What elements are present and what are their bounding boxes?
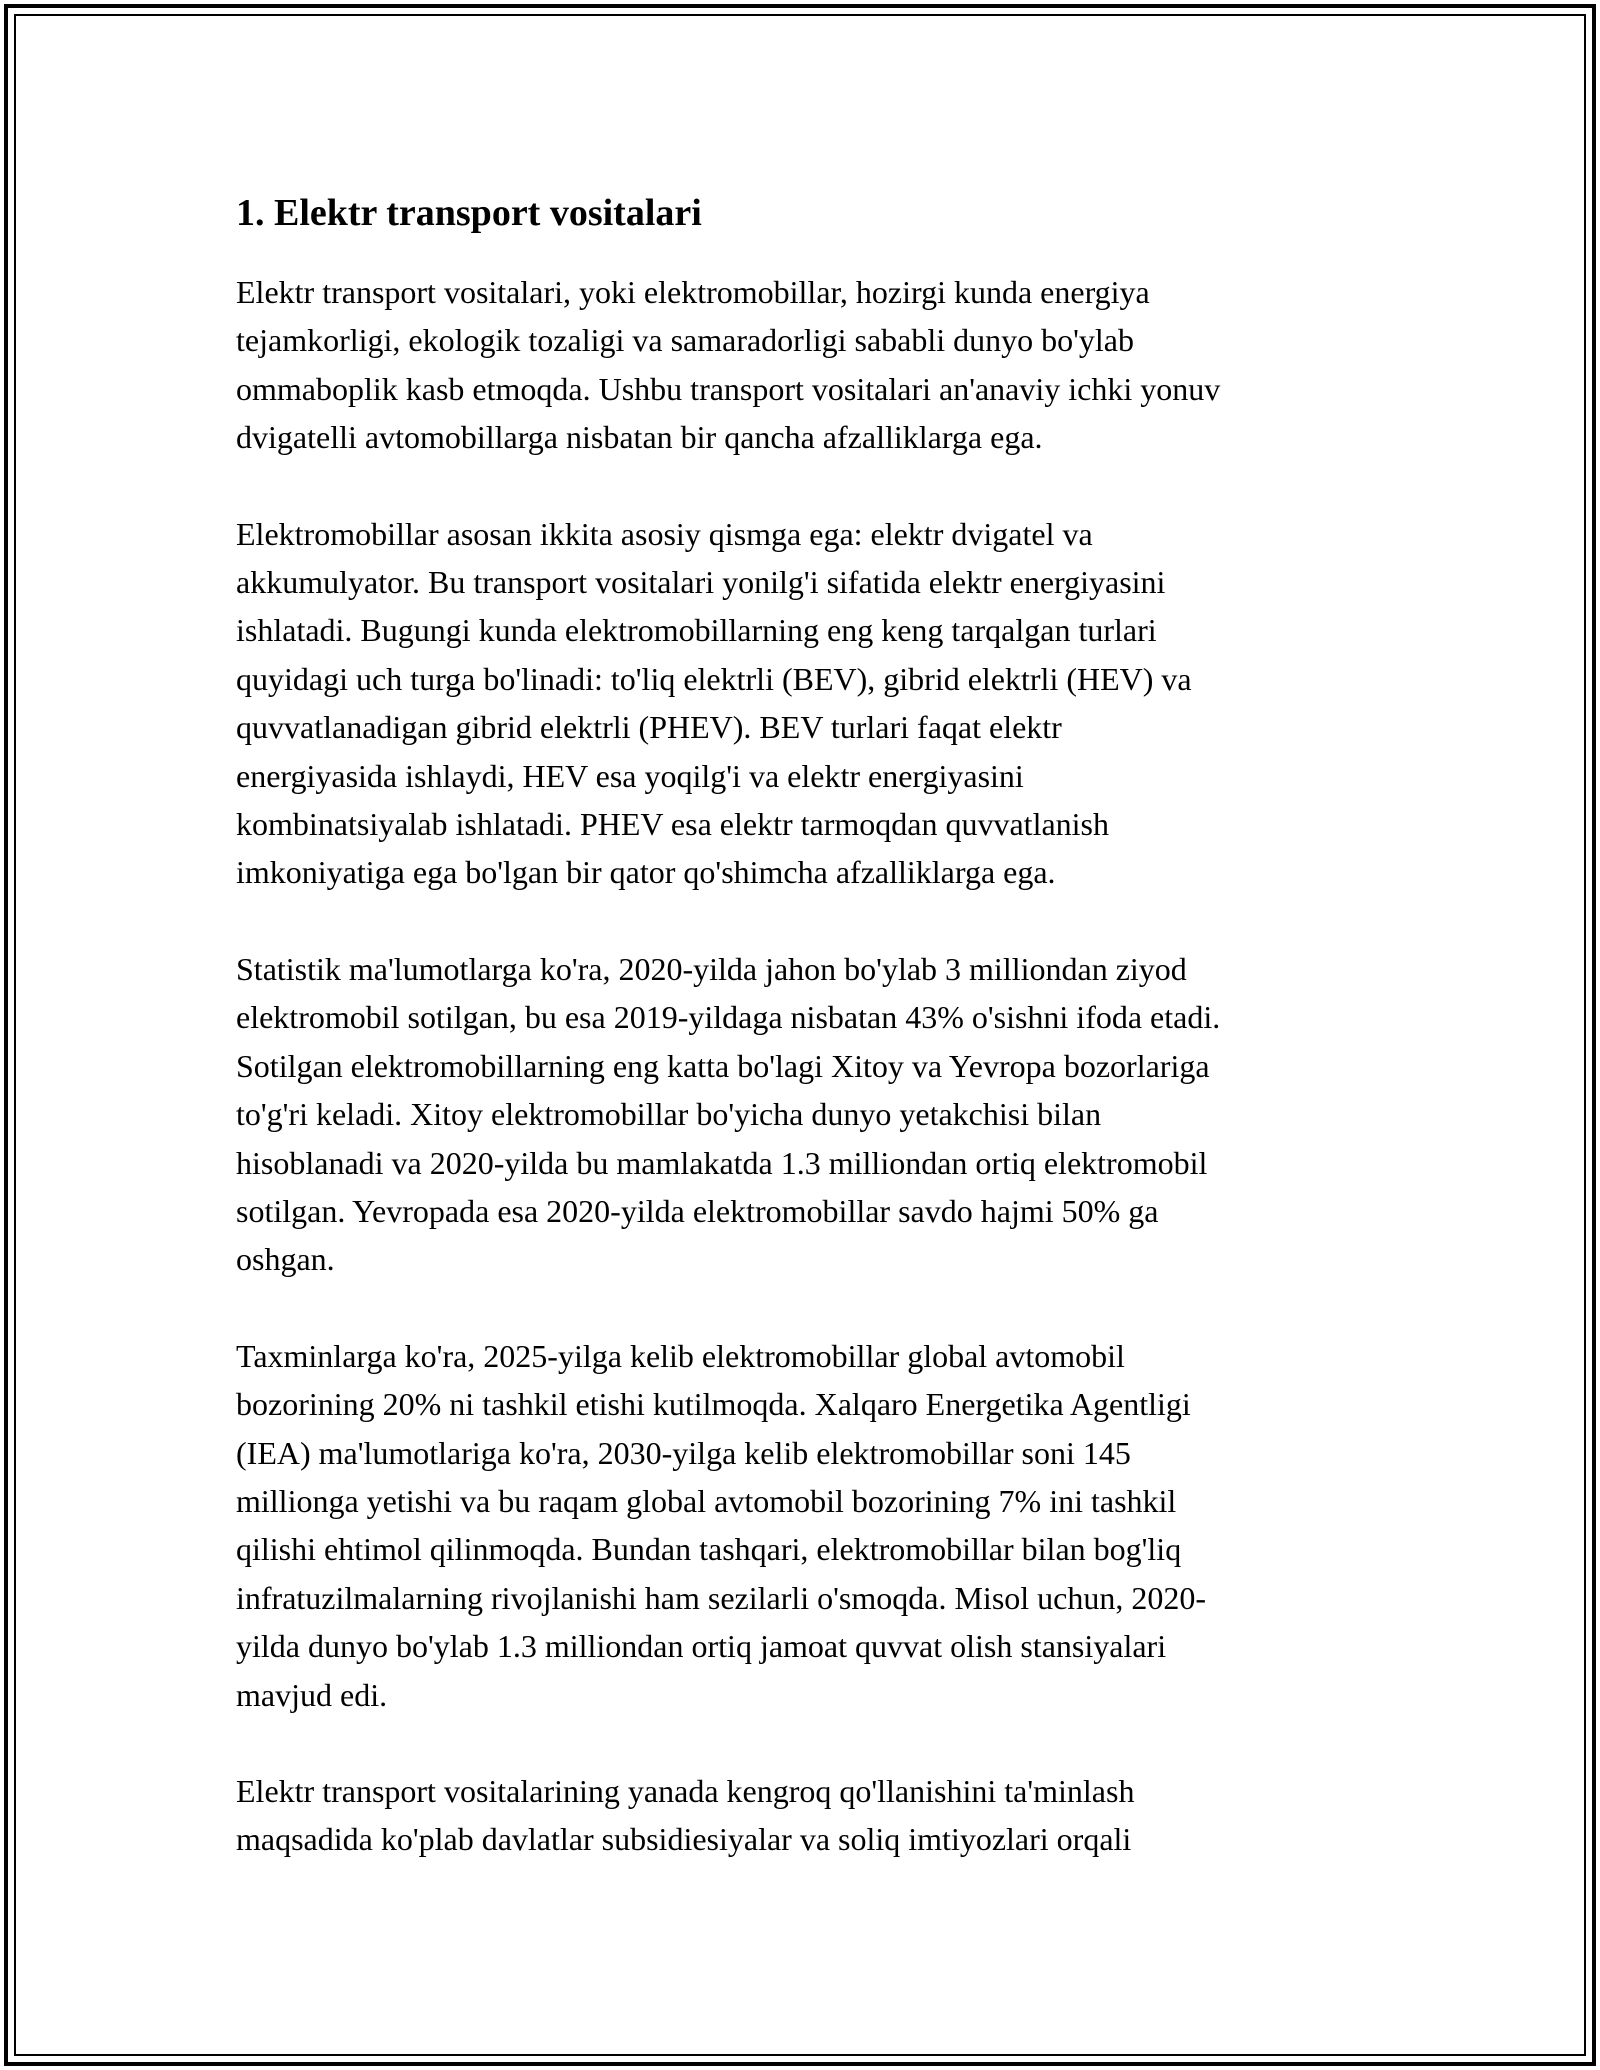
document-body xyxy=(236,186,1381,1912)
section-heading: 1. Elektr transport vositalari xyxy=(236,192,702,234)
paragraph-sales-statistics: Statistik ma'lumotlarga ko'ra, 2020-yilda jahon bo'ylab 3 milliondan ziyod elektromobil sotilgan, bu esa 2019-yildaga nisbatan 43% o'sishni ifoda etadi. Sotilgan elektromobillarning eng katta bo'lagi Xitoy va Yevropa bozorlariga to'g'ri keladi. Xitoy elektromobillar bo'yicha dunyo yetakchisi bilan hisoblanadi va 2020-yilda bu mamlakatda 1.3 milliondan ortiq elektromobil sotilgan. Yevropada esa 2020-yilda elektromobillar savdo hajmi 50% ga oshgan. xyxy=(236,950,1221,1278)
paragraph-forecasts: Taxminlarga ko'ra, 2025-yilga kelib elektromobillar global avtomobil bozorining 20% ni tashkil etishi kutilmoqda. Xalqaro Energetika Agentligi (IEA) ma'lumotlariga ko'ra, 2030-yilga kelib elektromobillar soni 145 millionga yetishi va bu raqam global avtomobil bozorining 7% ini tashkil qilishi ehtimol qilinmoqda. Bundan tashqari, elektromobillar bilan bog'liq infratuzilmalarning rivojlanishi ham sezilarli o'smoqda. Misol uchun, 2020- yilda dunyo bo'ylab 1.3 milliondan ortiq jamoat quvvat olish stansiyalari mavjud edi. xyxy=(236,1337,1207,1713)
paragraph-components-types: Elektromobillar asosan ikkita asosiy qismga ega: elektr dvigatel va akkumulyator. Bu transport vositalari yonilg'i sifatida elektr energiyasini ishlatadi. Bugungi kunda elektromobillarning eng keng tarqalgan turlari quyidagi uch turga bo'linadi: to'liq elektrli (BEV), gibrid elektrli (HEV) va quvvatlanadigan gibrid elektrli (PHEV). BEV turlari faqat elektr energiyasida ishlaydi, HEV esa yoqilg'i va elektr energiyasini kombinatsiyalab ishlatadi. PHEV esa elektr tarmoqdan quvvatlanish imkoniyatiga ega bo'lgan bir qator qo'shimcha afzalliklarga ega. xyxy=(236,515,1192,891)
paragraph-government-support: Elektr transport vositalarining yanada kengroq qo'llanishini ta'minlash maqsadida ko'plab davlatlar subsidiesiyalar va soliq imtiyozlari orqali xyxy=(236,1772,1135,1858)
paragraph-intro: Elektr transport vositalari, yoki elektromobillar, hozirgi kunda energiya tejamkorligi, ekologik tozaligi va samaradorligi sababli dunyo bo'ylab ommaboplik kasb etmoqda. Ushbu transport vositalari an'anaviy ichki yonuv dvigatelli avtomobillarga nisbatan bir qancha afzalliklarga ega. xyxy=(236,274,1221,456)
